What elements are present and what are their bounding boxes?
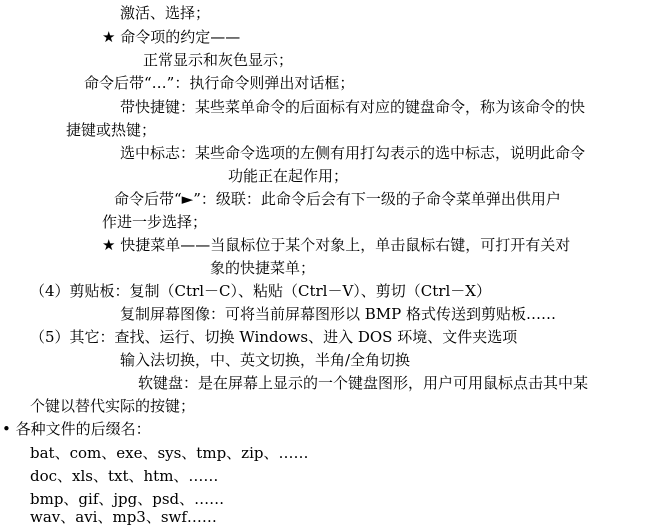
text-line-activate-select: 激活、选择； bbox=[120, 4, 211, 22]
text-line-ellipsis-dialog: 命令后带“…”：执行命令则弹出对话框； bbox=[84, 74, 355, 92]
section-heading-context-menu: ★ 快捷菜单——当鼠标位于某个对象上，单击鼠标右键，可打开有关对 bbox=[102, 236, 571, 254]
text-line-soft-keyboard: 软键盘：是在屏幕上显示的一个键盘图形，用户可用鼠标点击其中某 bbox=[138, 374, 589, 392]
text-line-shortcut-key-cont: 捷键或热键； bbox=[66, 121, 157, 139]
text-line-cascade-cont: 作进一步选择； bbox=[102, 213, 208, 231]
text-line-copy-screen: 复制屏幕图像：可将当前屏幕图形以 BMP 格式传送到剪贴板…… bbox=[120, 305, 557, 323]
file-extension-line: wav、avi、mp3、swf…… bbox=[30, 508, 217, 526]
text-line-soft-keyboard-cont: 个键以替代实际的按键； bbox=[30, 397, 196, 415]
section-heading-command-conventions: ★ 命令项的约定—— bbox=[102, 28, 241, 46]
text-line-check-mark-cont: 功能正在起作用； bbox=[228, 167, 349, 185]
text-line-normal-gray: 正常显示和灰色显示； bbox=[143, 51, 294, 69]
text-line-cascade: 命令后带“►”：级联：此命令后会有下一级的子命令菜单弹出供用户 bbox=[114, 190, 561, 208]
text-line-input-method: 输入法切换，中、英文切换，半角/全角切换 bbox=[120, 351, 411, 369]
text-line-clipboard: （4）剪贴板：复制（Ctrl－C）、粘贴（Ctrl－V）、剪切（Ctrl－X） bbox=[30, 282, 491, 300]
file-extension-line: bat、com、exe、sys、tmp、zip、…… bbox=[30, 444, 309, 462]
file-extension-line: doc、xls、txt、htm、…… bbox=[30, 467, 219, 485]
text-line-check-mark: 选中标志：某些命令选项的左侧有用打勾表示的选中标志，说明此命令 bbox=[120, 144, 586, 162]
section-heading-file-extensions: • 各种文件的后缀名： bbox=[2, 420, 151, 438]
text-line-context-menu-cont: 象的快捷菜单； bbox=[210, 259, 316, 277]
text-line-others: （5）其它：查找、运行、切换 Windows、进入 DOS 环境、文件夹选项 bbox=[30, 328, 518, 346]
file-extension-line: bmp、gif、jpg、psd、…… bbox=[30, 490, 225, 508]
text-line-shortcut-key: 带快捷键：某些菜单命令的后面标有对应的键盘命令，称为该命令的快 bbox=[120, 98, 586, 116]
